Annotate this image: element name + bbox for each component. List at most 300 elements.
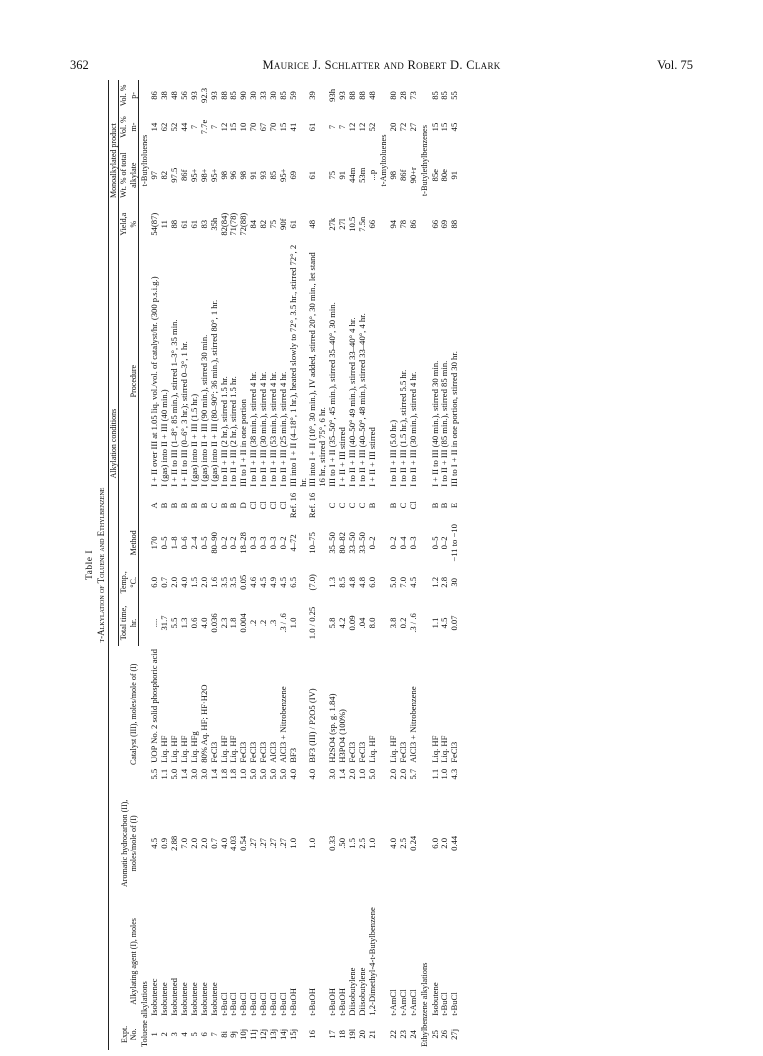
cell-cat-moles: 1.0 bbox=[287, 617, 298, 629]
cell-moles-ii: 1.4 bbox=[179, 768, 190, 780]
cell-cat-moles: 0.6 bbox=[188, 617, 199, 629]
cell-para-pct: 80 bbox=[388, 91, 399, 100]
cell-agent: t-BuOH bbox=[307, 988, 318, 1016]
table-row bbox=[409, 80, 419, 1050]
cell-catalyst: FeCl3 bbox=[449, 741, 460, 763]
cell-meta-pct: 12 bbox=[356, 122, 367, 132]
cell-moles-i: 2.5 bbox=[356, 837, 367, 849]
cell-agent: t-AmCl bbox=[408, 989, 419, 1016]
cell-catalyst: BF3 bbox=[287, 747, 298, 763]
cell-para-pct: 73 bbox=[408, 91, 419, 100]
cell-moles-ii: 3.0 bbox=[198, 768, 209, 780]
cell-procedure: I + II over III at 1.05 liq. vol./vol. of catalyst/hr. (300 p.s.i.g.) bbox=[149, 276, 160, 487]
cell-moles-ii: 2.0 bbox=[346, 768, 357, 780]
cell-meta-pct: 52 bbox=[169, 122, 180, 132]
cell-meta-pct: 7 bbox=[188, 124, 199, 130]
cell-wt-pct: 85e bbox=[429, 169, 440, 182]
cell-moles-i: .27 bbox=[267, 837, 278, 849]
cell-temp: 0–2 bbox=[228, 536, 239, 550]
cell-yield: 75 bbox=[267, 219, 278, 229]
cell-moles-ii: 4.0 bbox=[307, 768, 318, 780]
cell-procedure: I (gas) into II + III (1.5 hr.) bbox=[188, 393, 199, 487]
cell-yield: 7.5n bbox=[356, 216, 367, 232]
cell-wt-pct: 98+ bbox=[198, 168, 209, 182]
cell-cat-moles: 5.8 bbox=[327, 617, 338, 629]
cell-moles-ii: 5.5 bbox=[149, 768, 160, 780]
cell-moles-ii: 5.0 bbox=[169, 768, 180, 780]
cell-temp: 2–4 bbox=[188, 536, 199, 550]
cell-procedure: I + II to III (0–6°, 3 hr.); stirred 0–3°, 1 hr. bbox=[179, 341, 190, 487]
table-title: t-Alkylation of Toluene and Ethylbenzene bbox=[95, 487, 106, 643]
cell-meta-pct: 7 bbox=[327, 124, 338, 130]
cell-cat-moles: 31.7 bbox=[159, 615, 170, 631]
cell-catalyst: 80% Aq. HF; HF·H2O bbox=[198, 684, 209, 763]
cell-cat-moles: 4.2 bbox=[337, 617, 348, 629]
cell-catalyst: Liq. HFg bbox=[188, 731, 199, 763]
group-monoalkylated-product: Monoalkylated product bbox=[109, 80, 119, 241]
cell-catalyst: Liq. HF bbox=[169, 735, 180, 763]
cell-moles-i: 2.88 bbox=[169, 835, 180, 851]
section-label bbox=[378, 241, 390, 1050]
cell-catalyst: H3PO4 (100%) bbox=[337, 709, 348, 763]
cell-cat-moles: 4.0 bbox=[198, 617, 209, 629]
cell-method: B bbox=[198, 502, 209, 509]
cell-meta-pct: 45 bbox=[449, 122, 460, 132]
cell-catalyst: FeCl3 bbox=[398, 741, 409, 763]
table-row bbox=[368, 80, 378, 1050]
cell-para-pct: 39 bbox=[307, 91, 318, 100]
cell-agent: t-BuCl bbox=[449, 992, 460, 1016]
cell-agent: t-BuOH bbox=[327, 988, 338, 1016]
cell-method: Cl bbox=[277, 501, 288, 510]
cell-moles-i: .27 bbox=[248, 837, 259, 849]
cell-moles-i: 4.0 bbox=[218, 837, 229, 849]
section-product: t-Butyltoluenes bbox=[139, 134, 149, 187]
cell-meta-pct: 20 bbox=[388, 122, 399, 132]
cell-moles-ii: 4.0 bbox=[287, 768, 298, 780]
cell-moles-i: .27 bbox=[258, 837, 269, 849]
cell-para-pct: 86 bbox=[149, 91, 160, 100]
cell-yield: 94 bbox=[388, 219, 399, 229]
table-row bbox=[308, 80, 328, 1050]
cell-time: 6.0 bbox=[366, 576, 377, 588]
cell-para-pct: 85 bbox=[228, 91, 239, 100]
cell-cat-moles: 1.0 / 0.25 bbox=[307, 606, 318, 640]
cell-agent: Isobutene bbox=[159, 982, 170, 1016]
col-temp: Temp., °C. bbox=[119, 565, 138, 600]
cell-agent: Isobutene bbox=[208, 982, 219, 1016]
cell-meta-pct: 52 bbox=[366, 122, 377, 132]
cell-moles-i: 0.7 bbox=[208, 837, 219, 849]
cell-moles-ii: 1.8 bbox=[218, 768, 229, 780]
cell-time: 7.0 bbox=[398, 576, 409, 588]
cell-procedure: I to II + III (40–50°, 48 min.), stirred 33–40°, 4 hr. bbox=[356, 313, 367, 487]
cell-wt-pct: 61 bbox=[307, 170, 318, 180]
cell-expt: 10j bbox=[238, 1028, 249, 1040]
cell-para-pct: 85 bbox=[439, 91, 450, 100]
cell-time: 4.8 bbox=[356, 576, 367, 588]
cell-moles-ii: 1.1 bbox=[159, 768, 170, 780]
cell-cat-moles: 0.09 bbox=[346, 615, 357, 631]
cell-catalyst: FeCl3 bbox=[356, 741, 367, 763]
cell-time: 3.5 bbox=[218, 576, 229, 588]
cell-procedure: I (gas) into II + III (40 min.) bbox=[159, 389, 170, 487]
cell-para-pct: 93 bbox=[337, 91, 348, 100]
cell-catalyst: AlCl3 + Nitrobenzene bbox=[408, 686, 419, 763]
cell-agent: Diisobutylene bbox=[356, 967, 367, 1016]
cell-time: 4.5 bbox=[277, 576, 288, 588]
cell-wt-pct: 93 bbox=[258, 170, 269, 180]
cell-para-pct: 93 bbox=[208, 91, 219, 100]
cell-method: Cl bbox=[267, 501, 278, 510]
cell-cat-moles: .04 bbox=[356, 617, 367, 629]
cell-wt-pct: 97 bbox=[149, 170, 160, 180]
cell-yield: 86 bbox=[408, 219, 419, 229]
table-row bbox=[450, 80, 460, 1050]
cell-temp: 4–72 bbox=[287, 534, 298, 552]
cell-moles-i: 0.24 bbox=[408, 835, 419, 851]
cell-wt-pct: 98 bbox=[218, 170, 229, 180]
cell-expt: 13j bbox=[267, 1028, 278, 1040]
cell-catalyst: Liq. HF bbox=[218, 735, 229, 763]
cell-catalyst: H2SO4 (sp. g. 1.84) bbox=[327, 693, 338, 763]
cell-temp: 0–2 bbox=[439, 536, 450, 550]
cell-temp: 80–90 bbox=[208, 532, 219, 554]
cell-cat-moles: 1.3 bbox=[179, 617, 190, 629]
cell-procedure: I (gas) into II + III (80–90°; 36 min.), stirred 80°, 1 hr. bbox=[208, 299, 219, 487]
cell-wt-pct: 86f bbox=[398, 169, 409, 181]
cell-meta-pct: 15 bbox=[277, 122, 288, 132]
cell-agent: t-BuCl bbox=[218, 992, 229, 1016]
cell-time: 4.6 bbox=[248, 576, 259, 588]
cell-expt: 24 bbox=[408, 1030, 419, 1039]
cell-moles-i: 2.5 bbox=[398, 837, 409, 849]
cell-expt: 2 bbox=[159, 1032, 170, 1037]
cell-para-pct: 48 bbox=[169, 91, 180, 100]
cell-temp: 18–28 bbox=[238, 532, 249, 554]
cell-expt: 6 bbox=[198, 1032, 209, 1037]
cell-meta-pct: 15 bbox=[429, 122, 440, 132]
cell-cat-moles: 1.1 bbox=[429, 617, 440, 629]
cell-yield: 66 bbox=[429, 219, 440, 229]
cell-agent: Diisobutylene bbox=[346, 967, 357, 1016]
cell-moles-ii: 5.0 bbox=[277, 768, 288, 780]
cell-moles-ii: 1.8 bbox=[228, 768, 239, 780]
cell-temp: 0–2 bbox=[277, 536, 288, 550]
cell-method: E bbox=[449, 502, 460, 509]
rotated-table-block bbox=[85, 80, 740, 1050]
cell-time: 6.0 bbox=[149, 576, 160, 588]
cell-time: (7.0) bbox=[307, 574, 318, 591]
cell-moles-ii: 5.0 bbox=[248, 768, 259, 780]
cell-procedure: I to II + III (53 min.), stirred 4 hr. bbox=[267, 371, 278, 487]
section-product: t-Butylethylbenzenes bbox=[419, 124, 429, 197]
cell-para-pct: 85 bbox=[277, 91, 288, 100]
cell-cat-moles: .3 / .6 bbox=[277, 613, 288, 633]
cell-yield: 27k bbox=[327, 217, 338, 231]
cell-yield: 27l bbox=[337, 218, 348, 230]
cell-wt-pct: 91 bbox=[449, 170, 460, 180]
cell-yield: 82 bbox=[258, 219, 269, 229]
cell-catalyst: Liq. HF bbox=[439, 735, 450, 763]
cell-yield: 83 bbox=[198, 219, 209, 229]
cell-method: B bbox=[159, 502, 170, 509]
col-expt: Expt. No. bbox=[109, 1019, 139, 1050]
cell-catalyst: FeCl3 bbox=[248, 741, 259, 763]
section-product: t-Amyltoluenes bbox=[378, 134, 388, 187]
cell-expt: 3 bbox=[169, 1032, 180, 1037]
cell-time: 0.05 bbox=[238, 574, 249, 590]
cell-temp: 0–5 bbox=[198, 536, 209, 550]
cell-method: C bbox=[346, 502, 357, 509]
cell-catalyst: Liq. HF bbox=[228, 735, 239, 763]
cell-wt-pct: 98 bbox=[238, 170, 249, 180]
cell-procedure: I to II + III (25 min.), stirred 4 hr. bbox=[277, 371, 288, 487]
col-para: Vol. % p- bbox=[119, 80, 138, 111]
cell-wt-pct: 53m bbox=[356, 167, 367, 183]
cell-meta-pct: 70 bbox=[248, 122, 259, 132]
cell-procedure: III to I + II in one portion, stirred 30 hr. bbox=[449, 351, 460, 487]
cell-meta-pct: 15 bbox=[439, 122, 450, 132]
cell-method: D bbox=[238, 502, 249, 509]
cell-procedure: I to II + III (30 min.), stirred 4 hr. bbox=[408, 371, 419, 487]
cell-agent: Isobutene bbox=[429, 982, 440, 1016]
cell-method: Cl bbox=[258, 501, 269, 510]
cell-meta-pct: 12 bbox=[218, 122, 229, 132]
cell-time: 2.0 bbox=[169, 576, 180, 588]
cell-temp: 170 bbox=[149, 536, 160, 550]
cell-expt: 23 bbox=[398, 1030, 409, 1039]
cell-yield: 90f bbox=[277, 218, 288, 230]
cell-moles-ii: 3.0 bbox=[327, 768, 338, 780]
cell-para-pct: 55 bbox=[449, 91, 460, 100]
cell-expt: 11j bbox=[248, 1029, 259, 1040]
cell-procedure: I to II + III (1.5 hr.), stirred 5.5 hr. bbox=[398, 369, 409, 487]
cell-temp: 1–8 bbox=[169, 536, 180, 550]
cell-wt-pct: 95+ bbox=[208, 168, 219, 182]
cell-procedure: I (gas) into II + III (90 min.), stirred 30 min. bbox=[198, 334, 209, 487]
cell-meta-pct: 27 bbox=[408, 122, 419, 132]
cell-wt-pct: ...p bbox=[366, 169, 377, 181]
cell-method: B bbox=[218, 502, 229, 509]
cell-method: Ref. 16 bbox=[287, 492, 298, 519]
cell-yield: 61 bbox=[188, 219, 199, 229]
alkylation-table bbox=[108, 80, 460, 1050]
cell-para-pct: 90 bbox=[238, 91, 249, 100]
cell-method: A bbox=[149, 502, 160, 509]
cell-moles-i: 4.0 bbox=[388, 837, 399, 849]
cell-para-pct: 33 bbox=[258, 91, 269, 100]
cell-temp: 0–3 bbox=[258, 536, 269, 550]
cell-procedure: I to II + III (2 hr.), stirred 1.5 hr. bbox=[228, 376, 239, 487]
cell-meta-pct: 62 bbox=[159, 122, 170, 132]
cell-method: B bbox=[188, 502, 199, 509]
cell-time: 8.5 bbox=[337, 576, 348, 588]
cell-moles-ii: 1.0 bbox=[356, 768, 367, 780]
page-header bbox=[70, 58, 693, 76]
cell-cat-moles: .... bbox=[149, 618, 160, 628]
cell-time: 2.0 bbox=[198, 576, 209, 588]
cell-temp: 0–2 bbox=[366, 536, 377, 550]
col-procedure: Procedure bbox=[119, 241, 138, 521]
cell-cat-moles: 1.8 bbox=[228, 617, 239, 629]
cell-moles-i: 2.0 bbox=[439, 837, 450, 849]
cell-cat-moles: 0.036 bbox=[208, 613, 219, 633]
cell-temp: 80–82 bbox=[337, 532, 348, 554]
cell-moles-ii: 5.0 bbox=[258, 768, 269, 780]
cell-temp: 0–3 bbox=[267, 536, 278, 550]
cell-temp: 0–2 bbox=[218, 536, 229, 550]
cell-wt-pct: 95+ bbox=[277, 168, 288, 182]
cell-yield: 11 bbox=[159, 220, 170, 229]
cell-meta-pct: 72 bbox=[398, 122, 409, 132]
cell-para-pct: 88 bbox=[346, 91, 357, 100]
cell-yield: 61 bbox=[287, 219, 298, 229]
cell-method: C bbox=[208, 502, 219, 509]
cell-temp: 33–50 bbox=[356, 532, 367, 554]
cell-temp: −11 to −10 bbox=[449, 524, 460, 562]
cell-moles-ii: 3.0 bbox=[188, 768, 199, 780]
table-body bbox=[138, 80, 460, 1050]
cell-procedure: III to I + II (35–50°, 45 min.), stirred 35–40°, 30 min. bbox=[327, 302, 338, 487]
cell-para-pct: 93h bbox=[327, 88, 338, 102]
cell-method: B bbox=[366, 502, 377, 509]
cell-agent: 1,2-Dimethyl-4-t-Butylbenzene bbox=[366, 907, 377, 1016]
section-header bbox=[419, 80, 431, 1050]
cell-expt: 19l bbox=[346, 1028, 357, 1040]
cell-cat-moles: 0.004 bbox=[238, 613, 249, 633]
cell-agent: t-BuCl bbox=[248, 992, 259, 1016]
cell-time: 4.5 bbox=[408, 576, 419, 588]
cell-moles-i: 4.5 bbox=[149, 837, 160, 849]
cell-temp: 0–4 bbox=[398, 536, 409, 550]
cell-time: 6.5 bbox=[287, 576, 298, 588]
cell-agent: Isobutenec bbox=[149, 978, 160, 1016]
cell-time: 4.0 bbox=[179, 576, 190, 588]
cell-moles-i: .50 bbox=[337, 837, 348, 849]
cell-wt-pct: 97.5 bbox=[169, 167, 180, 183]
cell-procedure: III to I + II in one portion bbox=[238, 399, 249, 487]
cell-catalyst: BF3 (III) / P2O5 (IV) bbox=[307, 688, 318, 763]
cell-catalyst: AlCl3 bbox=[267, 741, 278, 763]
cell-yield: 10.5 bbox=[346, 216, 357, 232]
cell-time: 0.7 bbox=[159, 576, 170, 588]
cell-yield: 72(88) bbox=[238, 212, 249, 236]
cell-method: C bbox=[327, 502, 338, 509]
cell-temp: 0–2 bbox=[388, 536, 399, 550]
cell-expt: 22 bbox=[388, 1030, 399, 1039]
cell-agent: t-AmCl bbox=[398, 989, 409, 1016]
cell-method: B bbox=[169, 502, 180, 509]
cell-procedure: I to II + III (30 min.), stirred 4 hr. bbox=[258, 371, 269, 487]
cell-method: B bbox=[439, 502, 450, 509]
cell-yield: 71(78) bbox=[228, 212, 239, 236]
cell-expt: 20 bbox=[356, 1030, 367, 1039]
cell-cat-moles: 5.5 bbox=[169, 617, 180, 629]
cell-wt-pct: 91 bbox=[248, 170, 259, 180]
cell-moles-ii: 5.0 bbox=[366, 768, 377, 780]
cell-wt-pct: 85 bbox=[267, 170, 278, 180]
cell-wt-pct: 91 bbox=[337, 170, 348, 180]
cell-procedure: I to II + III (85 min.), stirred 85 min. bbox=[439, 360, 450, 487]
cell-cat-moles: 8.0 bbox=[366, 617, 377, 629]
cell-procedure: I to II + III (2 hr.), stirred 1.5 hr. bbox=[218, 376, 229, 487]
cell-moles-ii: 5.7 bbox=[408, 768, 419, 780]
cell-method: Cl bbox=[408, 501, 419, 510]
cell-procedure: I + II to III (1–8°, 85 min.), stirred 1–3°, 35 min. bbox=[169, 319, 180, 487]
cell-procedure: I to II + III (38 min.), stirred 4 hr. bbox=[248, 371, 259, 487]
cell-meta-pct: 7 bbox=[337, 124, 348, 130]
cell-yield: 84 bbox=[248, 219, 259, 229]
cell-agent: t-BuCl bbox=[439, 992, 450, 1016]
cell-temp: 0–3 bbox=[248, 536, 259, 550]
cell-expt: 25 bbox=[429, 1030, 440, 1039]
cell-yield: 82(84) bbox=[218, 212, 229, 236]
cell-cat-moles: 3.8 bbox=[388, 617, 399, 629]
cell-moles-i: 0.44 bbox=[449, 835, 460, 851]
cell-wt-pct: 82 bbox=[159, 170, 170, 180]
cell-method: C bbox=[337, 502, 348, 509]
cell-method: B bbox=[179, 502, 190, 509]
cell-cat-moles: .2 bbox=[258, 619, 269, 627]
cell-method: C bbox=[356, 502, 367, 509]
cell-expt: 5 bbox=[188, 1032, 199, 1037]
cell-agent: t-BuOH bbox=[287, 988, 298, 1016]
cell-expt: 16 bbox=[307, 1030, 318, 1039]
cell-moles-i: 4.03 bbox=[228, 835, 239, 851]
cell-para-pct: 93 bbox=[188, 91, 199, 100]
cell-time: 4.8 bbox=[346, 576, 357, 588]
cell-time: 1.2 bbox=[429, 576, 440, 588]
cell-time: 30 bbox=[449, 578, 460, 587]
cell-procedure: I + II + III stirred bbox=[337, 427, 348, 487]
cell-moles-i: 1.5 bbox=[346, 837, 357, 849]
cell-expt: 8i bbox=[218, 1031, 229, 1038]
cell-temp: 0–5 bbox=[159, 536, 170, 550]
cell-yield: 61 bbox=[179, 219, 190, 229]
cell-para-pct: 88 bbox=[356, 91, 367, 100]
col-aromatic: Aromatic hydrocarbon (II), moles/mole of (I) bbox=[109, 783, 139, 905]
cell-agent: Isobutened bbox=[169, 978, 180, 1016]
cell-catalyst: FeCl3 bbox=[346, 741, 357, 763]
cell-moles-i: 1.0 bbox=[287, 837, 298, 849]
volume-label: Vol. 75 bbox=[657, 58, 693, 72]
cell-moles-ii: 1.0 bbox=[439, 768, 450, 780]
cell-agent: t-AmCl bbox=[388, 989, 399, 1016]
cell-method: B bbox=[429, 502, 440, 509]
cell-moles-i: 2.0 bbox=[188, 837, 199, 849]
cell-time: 4.5 bbox=[258, 576, 269, 588]
running-head-authors: Maurice J. Schlatter and Robert D. Clark bbox=[262, 58, 501, 72]
cell-time: 5.0 bbox=[388, 576, 399, 588]
cell-moles-i: 1.0 bbox=[366, 837, 377, 849]
cell-catalyst: AlCl3 + Nitrobenzene bbox=[277, 686, 288, 763]
cell-para-pct: 59 bbox=[287, 91, 298, 100]
cell-catalyst: UOP No. 2 solid phosphoric acid bbox=[149, 649, 160, 763]
cell-meta-pct: 67 bbox=[258, 122, 269, 132]
cell-cat-moles: 0.07 bbox=[449, 615, 460, 631]
col-method: Method bbox=[119, 521, 138, 565]
cell-expt: 14j bbox=[277, 1028, 288, 1040]
cell-moles-ii: 2.0 bbox=[388, 768, 399, 780]
cell-expt: 17 bbox=[327, 1030, 338, 1039]
cell-catalyst: FeCl3 bbox=[238, 741, 249, 763]
cell-wt-pct: 86f bbox=[179, 169, 190, 181]
cell-temp: 0–6 bbox=[179, 536, 190, 550]
page-number: 362 bbox=[70, 58, 89, 72]
cell-catalyst: Liq. HF bbox=[388, 735, 399, 763]
section-label: Toluene alkylations bbox=[139, 981, 149, 1047]
